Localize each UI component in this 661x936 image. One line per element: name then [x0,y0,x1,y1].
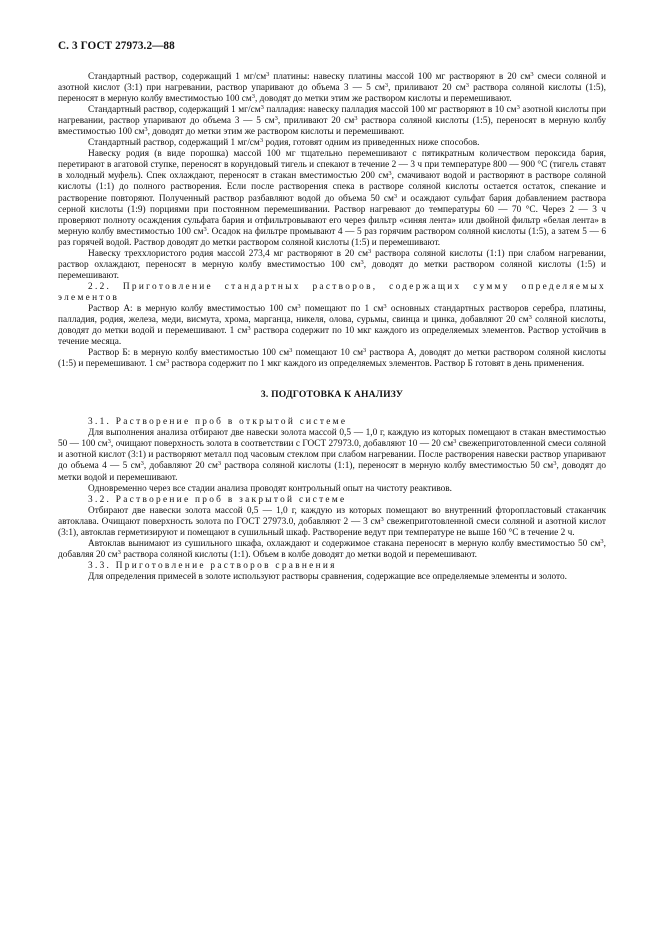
paragraph-control-experiment: Одновременно через все стадии анализа проводят контрольный опыт на чистоту реактивов. [88,483,453,494]
paragraph-rhodium-method-1: Навеску родия (в виде порошка) массой 100 мг тщательно перемешивают с пятикратным количеством пероксида бария, перетирают в агатовой ступке, переносят в корундовый тигель и спекают в течение 2 — 3 ч при температуре 800 — 900 °С (тигель ставят в холодный муфель). Спек охлаждают, переносят в стакан вместимостью 200 $см^3$, смачивают водой и растворяют в растворе соляной кислоты (1:1) до полного растворения. Если после растворения спека в растворе соляной кислоты остается остаток, спекание и растворение повторяют. Полученный раствор разбавляют водой до объема 50 $см^3$ и осаждают сульфат бария добавлением раствора серной кислоты (1:9) порциями при постоянном перемешивании. Раствор нагревают до температуры 60 — 70 °С. Через 2 — 3 ч проверяют полноту осаждения сульфата бария и отфильтровывают его через фильтр «синяя лента» или двойной фильтр «белая лента» в мерную колбу вместимостью 100 $см^3$. Осадок на фильтре промывают 4 — 5 раз горячим раствором соляной кислоты (1:5), а затем 5 — 6 раз горячей водой. Раствор доводят до метки раствором соляной кислоты (1:5) и перемешивают. [58,149,606,248]
subsection-heading-3-1: 3.1. Растворение проб в открытой системе [88,417,348,428]
document-page [58,40,606,583]
paragraph-rhodium-standard: Стандартный раствор, содержащий 1 $мг/см^3$ родия, готовят одним из приведенных ниже способов. [88,137,480,149]
page-header: С. 3 ГОСТ 27973.2—88 [58,40,175,52]
paragraph-solution-a: Раствор А: в мерную колбу вместимостью 100 $см^3$ помещают по 1 $см^3$ основных стандартных растворов серебра, платины, палладия, родия, железа, меди, висмута, хрома, марганца, никеля, олова, сурьмы, свинца и цинка, добавляют 20 $см^3$ соляной кислоты, доводят до метки водой и перемешивают. 1 $см^3$ раствора содержит по 10 мкг каждого из определяемых элементов. Раствор устойчив в течение месяца. [58,302,606,348]
paragraph-platinum-standard: Стандартный раствор, содержащий 1 $мг/см^3$ платины: навеску платины массой 100 мг растворяют в 20 $см^3$ смеси соляной и азотной кислот (3:1) при нагревании, раствор упаривают до объема 3 — 5 $см^3$, приливают 20 $см^3$ раствора соляной кислоты (1:5), переносят в мерную колбу вместимостью 100 $см^3$, доводят до метки этим же раствором кислоты и перемешивают. [58,71,606,105]
paragraph-palladium-standard: Стандартный раствор, содержащий 1 $мг/см^3$ палладия: навеску палладия массой 100 мг растворяют в 10 $см^3$ азотной кислоты при нагревании, раствор упаривают до объема 3 — 5 $см^3$, приливают 20 $см^3$ раствора соляной кислоты (1:5), переносят в мерную колбу вместимостью 100 $см^3$, доводят до метки этим же раствором кислоты и перемешивают. [58,104,606,138]
paragraph-open-dissolution: Для выполнения анализа отбирают две навески золота массой 0,5 — 1,0 г, каждую из которых помещают в стакан вместимостью 50 — 100 $см^3$, очищают поверхность золота в соответствии с ГОСТ 27973.0, добавляют 10 — 20 $см^3$ свежеприготовленной смеси соляной и азотной кислот (3:1) и растворяют металл под часовым стеклом при слабом нагревании. После растворения навески раствор упаривают до объема 4 — 5 $см^3$, добавляют 20 $см^3$ раствора соляной кислоты (1:1), переносят в мерную колбу вместимостью 50 $см^3$, доводят до метки водой и перемешивают. [58,428,606,483]
subsection-heading-3-3: 3.3. Приготовление растворов сравнения [88,560,337,571]
paragraph-solution-b: Раствор Б: в мерную колбу вместимостью 100 $см^3$ помещают 10 $см^3$ раствора А, доводят до метки раствором соляной кислоты (1:5) и перемешивают. 1 $см^3$ раствора содержит по 1 мкг каждого из определяемых элементов. Раствор Б готовят в день применения. [58,347,606,370]
paragraph-closed-dissolution: Отбирают две навески золота массой 0,5 — 1,0 г, каждую из которых помещают во внутренний фторопластовый стаканчик автоклава. Очищают поверхность золота по ГОСТ 27973.0, добавляют 2 — 3 $см^3$ свежеприготовленной смеси соляной и азотной кислот (3:1), автоклав герметизируют и помещают в сушильный шкаф. Растворение ведут при температуре не выше 160 °С в течение 2 ч. [58,505,606,538]
subsection-heading-3-2: 3.2. Растворение проб в закрытой системе [88,494,347,505]
subsection-heading-2-2: 2.2. Приготовление стандартных растворов, содержащих сумму определяемых элементов [58,281,606,303]
section-title: 3. ПОДГОТОВКА К АНАЛИЗУ [260,389,404,401]
paragraph-comparison-solutions: Для определения примесей в золоте используют растворы сравнения, содержащие все определяемые элементы и золото. [88,571,567,582]
paragraph-rhodium-method-2: Навеску треххлористого родия массой 273,4 мг растворяют в 20 $см^3$ раствора соляной кислоты (1:1) при слабом нагревании, раствор охлаждают, переносят в мерную колбу вместимостью 100 $см^3$, доводят до метки раствором соляной кислоты (1:5) и перемешивают. [58,247,606,281]
paragraph-autoclave: Автоклав вынимают из сушильного шкафа, охлаждают и содержимое стакана переносят в мерную колбу вместимостью 50 $см^3$, добавляя 20 $см^3$ раствора соляной кислоты (1:1). Объем в колбе доводят до метки водой и перемешивают. [58,537,606,560]
